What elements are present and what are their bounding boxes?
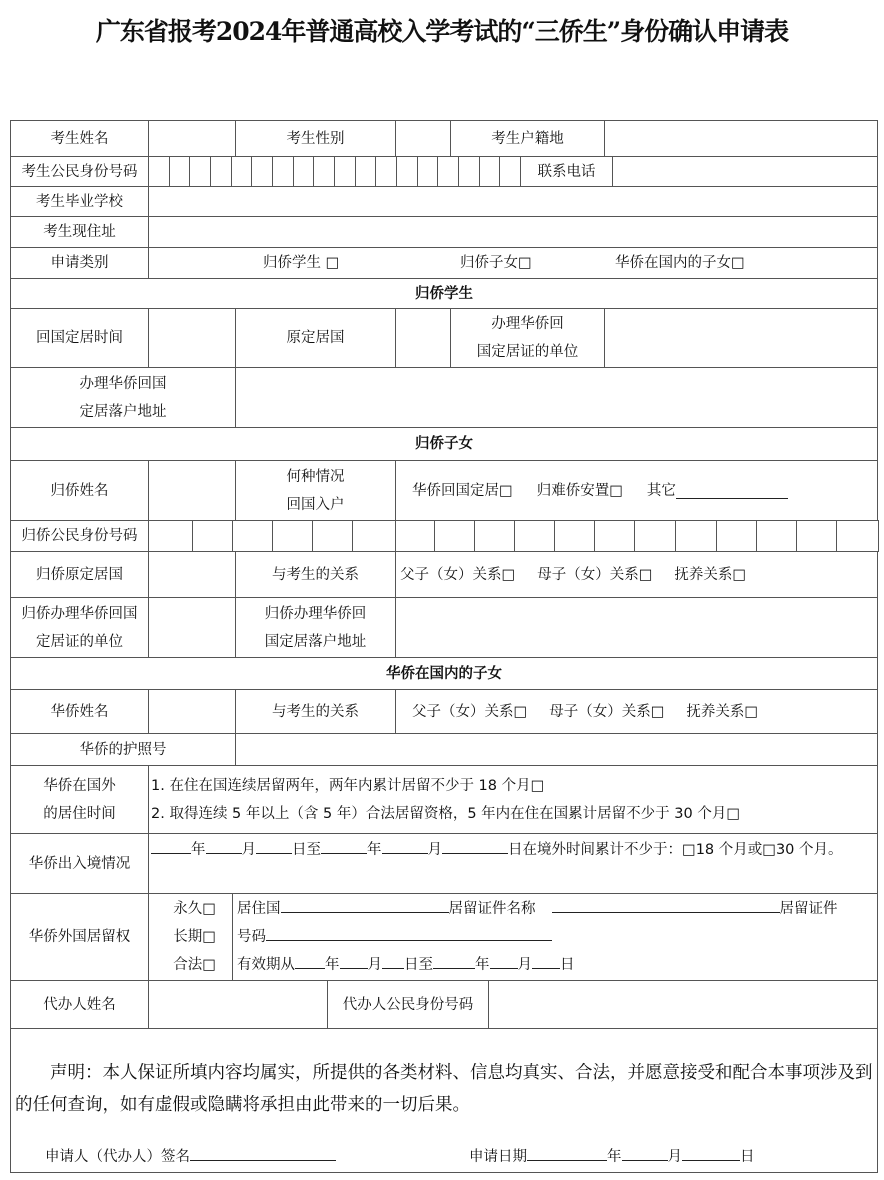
agent-id-field[interactable] <box>488 980 878 1029</box>
id-digit-box[interactable] <box>474 520 515 552</box>
text: 日至 <box>404 957 433 973</box>
returnee-orig-country-field[interactable] <box>148 551 236 598</box>
entry-field-group <box>148 833 878 894</box>
label-line: 定居落户地址 <box>79 403 167 420</box>
text: 月 <box>667 1149 682 1165</box>
returnee-cert-unit-field[interactable] <box>148 597 236 658</box>
id-digit-box[interactable] <box>210 156 232 187</box>
residency-legal-checkbox[interactable]: 合法□ <box>173 957 216 973</box>
label-overseas-name: 华侨姓名 <box>10 689 149 734</box>
text: 年 <box>475 957 490 973</box>
name-field[interactable] <box>148 120 236 157</box>
id-digit-box[interactable] <box>355 156 376 187</box>
label-line: 办理华侨回国 <box>79 375 167 392</box>
id-digit-box[interactable] <box>499 156 521 187</box>
id-digit-box[interactable] <box>272 520 313 552</box>
text: 居住国 <box>237 901 281 917</box>
id-digit-box[interactable] <box>634 520 676 552</box>
relation-mother-checkbox[interactable]: 母子（女）关系□ <box>537 566 653 583</box>
text: 日在境外时间累计不少于：□18 个月或□30 个月。 <box>508 842 843 858</box>
section-header-returned-child: 归侨子女 <box>10 427 878 461</box>
residence-doc-field[interactable] <box>552 896 780 913</box>
text: 有效期从 <box>237 957 295 973</box>
residency-types <box>148 893 233 981</box>
text: 日至 <box>292 842 321 858</box>
reg-addr-field[interactable] <box>235 367 878 428</box>
abroad-options <box>148 765 878 834</box>
blank-field[interactable] <box>206 837 242 854</box>
overseas-relation-father-checkbox[interactable]: 父子（女）关系□ <box>412 703 528 720</box>
returnee-name-field[interactable] <box>148 460 236 521</box>
text: 日 <box>560 957 575 973</box>
school-field[interactable] <box>148 186 878 217</box>
how-settled-checkbox[interactable]: 华侨回国定居□ <box>412 482 513 499</box>
residence-doc-number-field[interactable] <box>266 924 552 941</box>
residency-line-3 <box>237 951 873 979</box>
label-entry: 华侨出入境情况 <box>10 833 149 894</box>
text: 年 <box>607 1149 622 1165</box>
id-digit-box[interactable] <box>148 520 193 552</box>
how-refugee-checkbox[interactable]: 归难侨安置□ <box>536 482 623 499</box>
blank-field[interactable] <box>295 952 325 969</box>
section-header-overseas-child: 华侨在国内的子女 <box>10 657 878 690</box>
relation-foster-checkbox[interactable]: 抚养关系□ <box>674 566 747 583</box>
date-day-field[interactable] <box>682 1144 740 1161</box>
label-line: 归侨办理华侨回国 <box>21 605 138 622</box>
signature-field[interactable] <box>190 1144 336 1161</box>
id-digit-box[interactable] <box>375 156 397 187</box>
id-digit-box[interactable] <box>594 520 635 552</box>
blank-field[interactable] <box>532 952 560 969</box>
label-line: 国定居证的单位 <box>476 344 579 360</box>
signature-label: 申请人（代办人）签名 <box>45 1149 190 1165</box>
label-overseas-relation: 与考生的关系 <box>235 689 396 734</box>
label-household: 考生户籍地 <box>450 120 605 157</box>
id-digit-box[interactable] <box>756 520 797 552</box>
id-digit-box[interactable] <box>836 520 879 552</box>
id-digit-box[interactable] <box>231 156 252 187</box>
text: 月 <box>241 842 256 858</box>
label-line: 归侨办理华侨回 <box>264 605 367 622</box>
passport-field[interactable] <box>235 733 878 766</box>
label-returnee-cert-unit <box>10 597 149 658</box>
overseas-relation-mother-checkbox[interactable]: 母子（女）关系□ <box>549 703 665 720</box>
label-returnee-orig-country: 归侨原定居国 <box>10 551 149 598</box>
blank-field[interactable] <box>340 952 368 969</box>
label-line: 回国入户 <box>286 496 345 513</box>
blank-field[interactable] <box>433 952 475 969</box>
label-id: 考生公民身份号码 <box>10 156 149 187</box>
id-digit-box[interactable] <box>417 156 438 187</box>
id-digit-box[interactable] <box>437 156 459 187</box>
label-cert-unit <box>450 308 605 368</box>
label-returnee-reg-addr <box>235 597 396 658</box>
label-reg-addr <box>10 367 236 428</box>
section-header-returned-student: 归侨学生 <box>10 278 878 309</box>
label-abroad-time <box>10 765 149 834</box>
date-row <box>469 1143 755 1171</box>
relation-father-checkbox[interactable]: 父子（女）关系□ <box>400 566 516 583</box>
residency-line-1 <box>237 895 873 923</box>
blank-field[interactable] <box>256 837 292 854</box>
overseas-relation-options <box>395 689 878 734</box>
label-line: 办理华侨回 <box>491 316 564 332</box>
id-digit-box[interactable] <box>434 520 475 552</box>
label-agent-id: 代办人公民身份号码 <box>327 980 489 1029</box>
text: 年 <box>191 842 206 858</box>
form-title: 广东省报考2024年普通高校入学考试的“三侨生”身份确认申请表 <box>95 17 789 46</box>
text: 居留证件 <box>779 901 838 917</box>
label-line: 定居证的单位 <box>36 633 123 650</box>
label-returnee-name: 归侨姓名 <box>10 460 149 521</box>
id-digit-box[interactable] <box>796 520 837 552</box>
abroad-option-1-checkbox[interactable]: 1. 在住在国连续居留两年，两年内累计居留不少于 18 个月□ <box>151 777 545 794</box>
blank-field[interactable] <box>382 837 428 854</box>
label-returnee-id: 归侨公民身份号码 <box>10 520 149 552</box>
id-digit-box[interactable] <box>458 156 480 187</box>
text: 月 <box>367 957 382 973</box>
how-other-field[interactable] <box>676 482 788 499</box>
label-how <box>235 460 396 521</box>
blank-field[interactable] <box>321 837 367 854</box>
id-digit-box[interactable] <box>272 156 294 187</box>
label-return-time: 回国定居时间 <box>10 308 149 368</box>
label-line: 的居住时间 <box>43 805 116 822</box>
label-passport: 华侨的护照号 <box>10 733 236 766</box>
gender-field[interactable] <box>395 120 451 157</box>
agent-name-field[interactable] <box>148 980 328 1029</box>
text: 月 <box>427 842 442 858</box>
declaration-text: 声明：本人保证所填内容均属实，所提供的各类材料、信息均真实、合法，并愿意接受和配合本事项涉及到的任何查询，如有虚假或隐瞒将承担由此带来的一切后果。 <box>15 1063 873 1115</box>
id-digit-box[interactable] <box>716 520 757 552</box>
relation-options <box>395 551 878 598</box>
return-time-field[interactable] <box>148 308 236 368</box>
label-residency: 华侨外国居留权 <box>10 893 149 981</box>
id-digit-box[interactable] <box>554 520 595 552</box>
id-digit-box[interactable] <box>313 156 335 187</box>
id-digit-box[interactable] <box>251 156 273 187</box>
residency-long-term-checkbox[interactable]: 长期□ <box>173 929 216 945</box>
text: 号码 <box>237 929 266 945</box>
text: 年 <box>367 842 382 858</box>
label-phone: 联系电话 <box>520 156 613 187</box>
blank-field[interactable] <box>442 837 508 854</box>
text: 日 <box>740 1149 755 1165</box>
text: 年 <box>325 957 340 973</box>
household-field[interactable] <box>604 120 878 157</box>
address-field[interactable] <box>148 216 878 248</box>
residency-details <box>232 893 878 981</box>
cert-unit-field[interactable] <box>604 308 878 368</box>
signature-row <box>45 1143 336 1171</box>
declaration-box <box>10 1028 878 1173</box>
abroad-option-2-checkbox[interactable]: 2. 取得连续 5 年以上（含 5 年）合法居留资格，5 年内在住在国累计居留不少于 30 个月□ <box>151 805 741 822</box>
label-agent-name: 代办人姓名 <box>10 980 149 1029</box>
label-name: 考生姓名 <box>10 120 149 157</box>
blank-field[interactable] <box>382 952 404 969</box>
overseas-relation-foster-checkbox[interactable]: 抚养关系□ <box>686 703 759 720</box>
label-school: 考生毕业学校 <box>10 186 149 217</box>
label-category: 申请类别 <box>10 247 149 279</box>
id-digit-box[interactable] <box>396 156 418 187</box>
date-label: 申请日期 <box>469 1149 527 1165</box>
label-line: 国定居落户地址 <box>264 633 367 650</box>
category-overseas-child-checkbox[interactable]: 华侨在国内的子女□ <box>615 255 745 271</box>
date-year-field[interactable] <box>527 1144 607 1161</box>
id-digit-box[interactable] <box>189 156 211 187</box>
id-digit-box[interactable] <box>312 520 353 552</box>
text: 居留证件名称 <box>448 901 536 917</box>
returnee-reg-addr-field[interactable] <box>395 597 878 658</box>
date-month-field[interactable] <box>622 1144 668 1161</box>
id-digit-box[interactable] <box>514 520 555 552</box>
id-digit-box[interactable] <box>352 520 396 552</box>
residence-country-field[interactable] <box>281 896 449 913</box>
category-returned-student-checkbox[interactable]: 归侨学生 □ <box>263 255 340 271</box>
id-digit-box[interactable] <box>395 520 435 552</box>
id-digit-box[interactable] <box>169 156 190 187</box>
label-address: 考生现住址 <box>10 216 149 248</box>
label-gender: 考生性别 <box>235 120 396 157</box>
orig-country-field[interactable] <box>395 308 451 368</box>
category-options <box>148 247 878 279</box>
label-orig-country: 原定居国 <box>235 308 396 368</box>
how-other-label: 其它 <box>646 482 676 499</box>
residency-line-2 <box>237 923 873 951</box>
id-digit-box[interactable] <box>675 520 717 552</box>
id-digit-box[interactable] <box>334 156 356 187</box>
text: 月 <box>517 957 532 973</box>
id-digit-box[interactable] <box>192 520 233 552</box>
id-digit-box[interactable] <box>148 156 170 187</box>
blank-field[interactable] <box>490 952 518 969</box>
label-line: 何种情况 <box>286 468 345 485</box>
label-line: 华侨在国外 <box>43 777 116 794</box>
id-digit-box[interactable] <box>479 156 500 187</box>
category-returned-child-checkbox[interactable]: 归侨子女□ <box>460 255 532 271</box>
id-digit-box[interactable] <box>232 520 273 552</box>
phone-field[interactable] <box>612 156 878 187</box>
label-relation: 与考生的关系 <box>235 551 396 598</box>
overseas-name-field[interactable] <box>148 689 236 734</box>
blank-field[interactable] <box>151 837 191 854</box>
id-digit-box[interactable] <box>293 156 314 187</box>
residency-permanent-checkbox[interactable]: 永久□ <box>173 901 216 917</box>
how-options <box>395 460 878 521</box>
